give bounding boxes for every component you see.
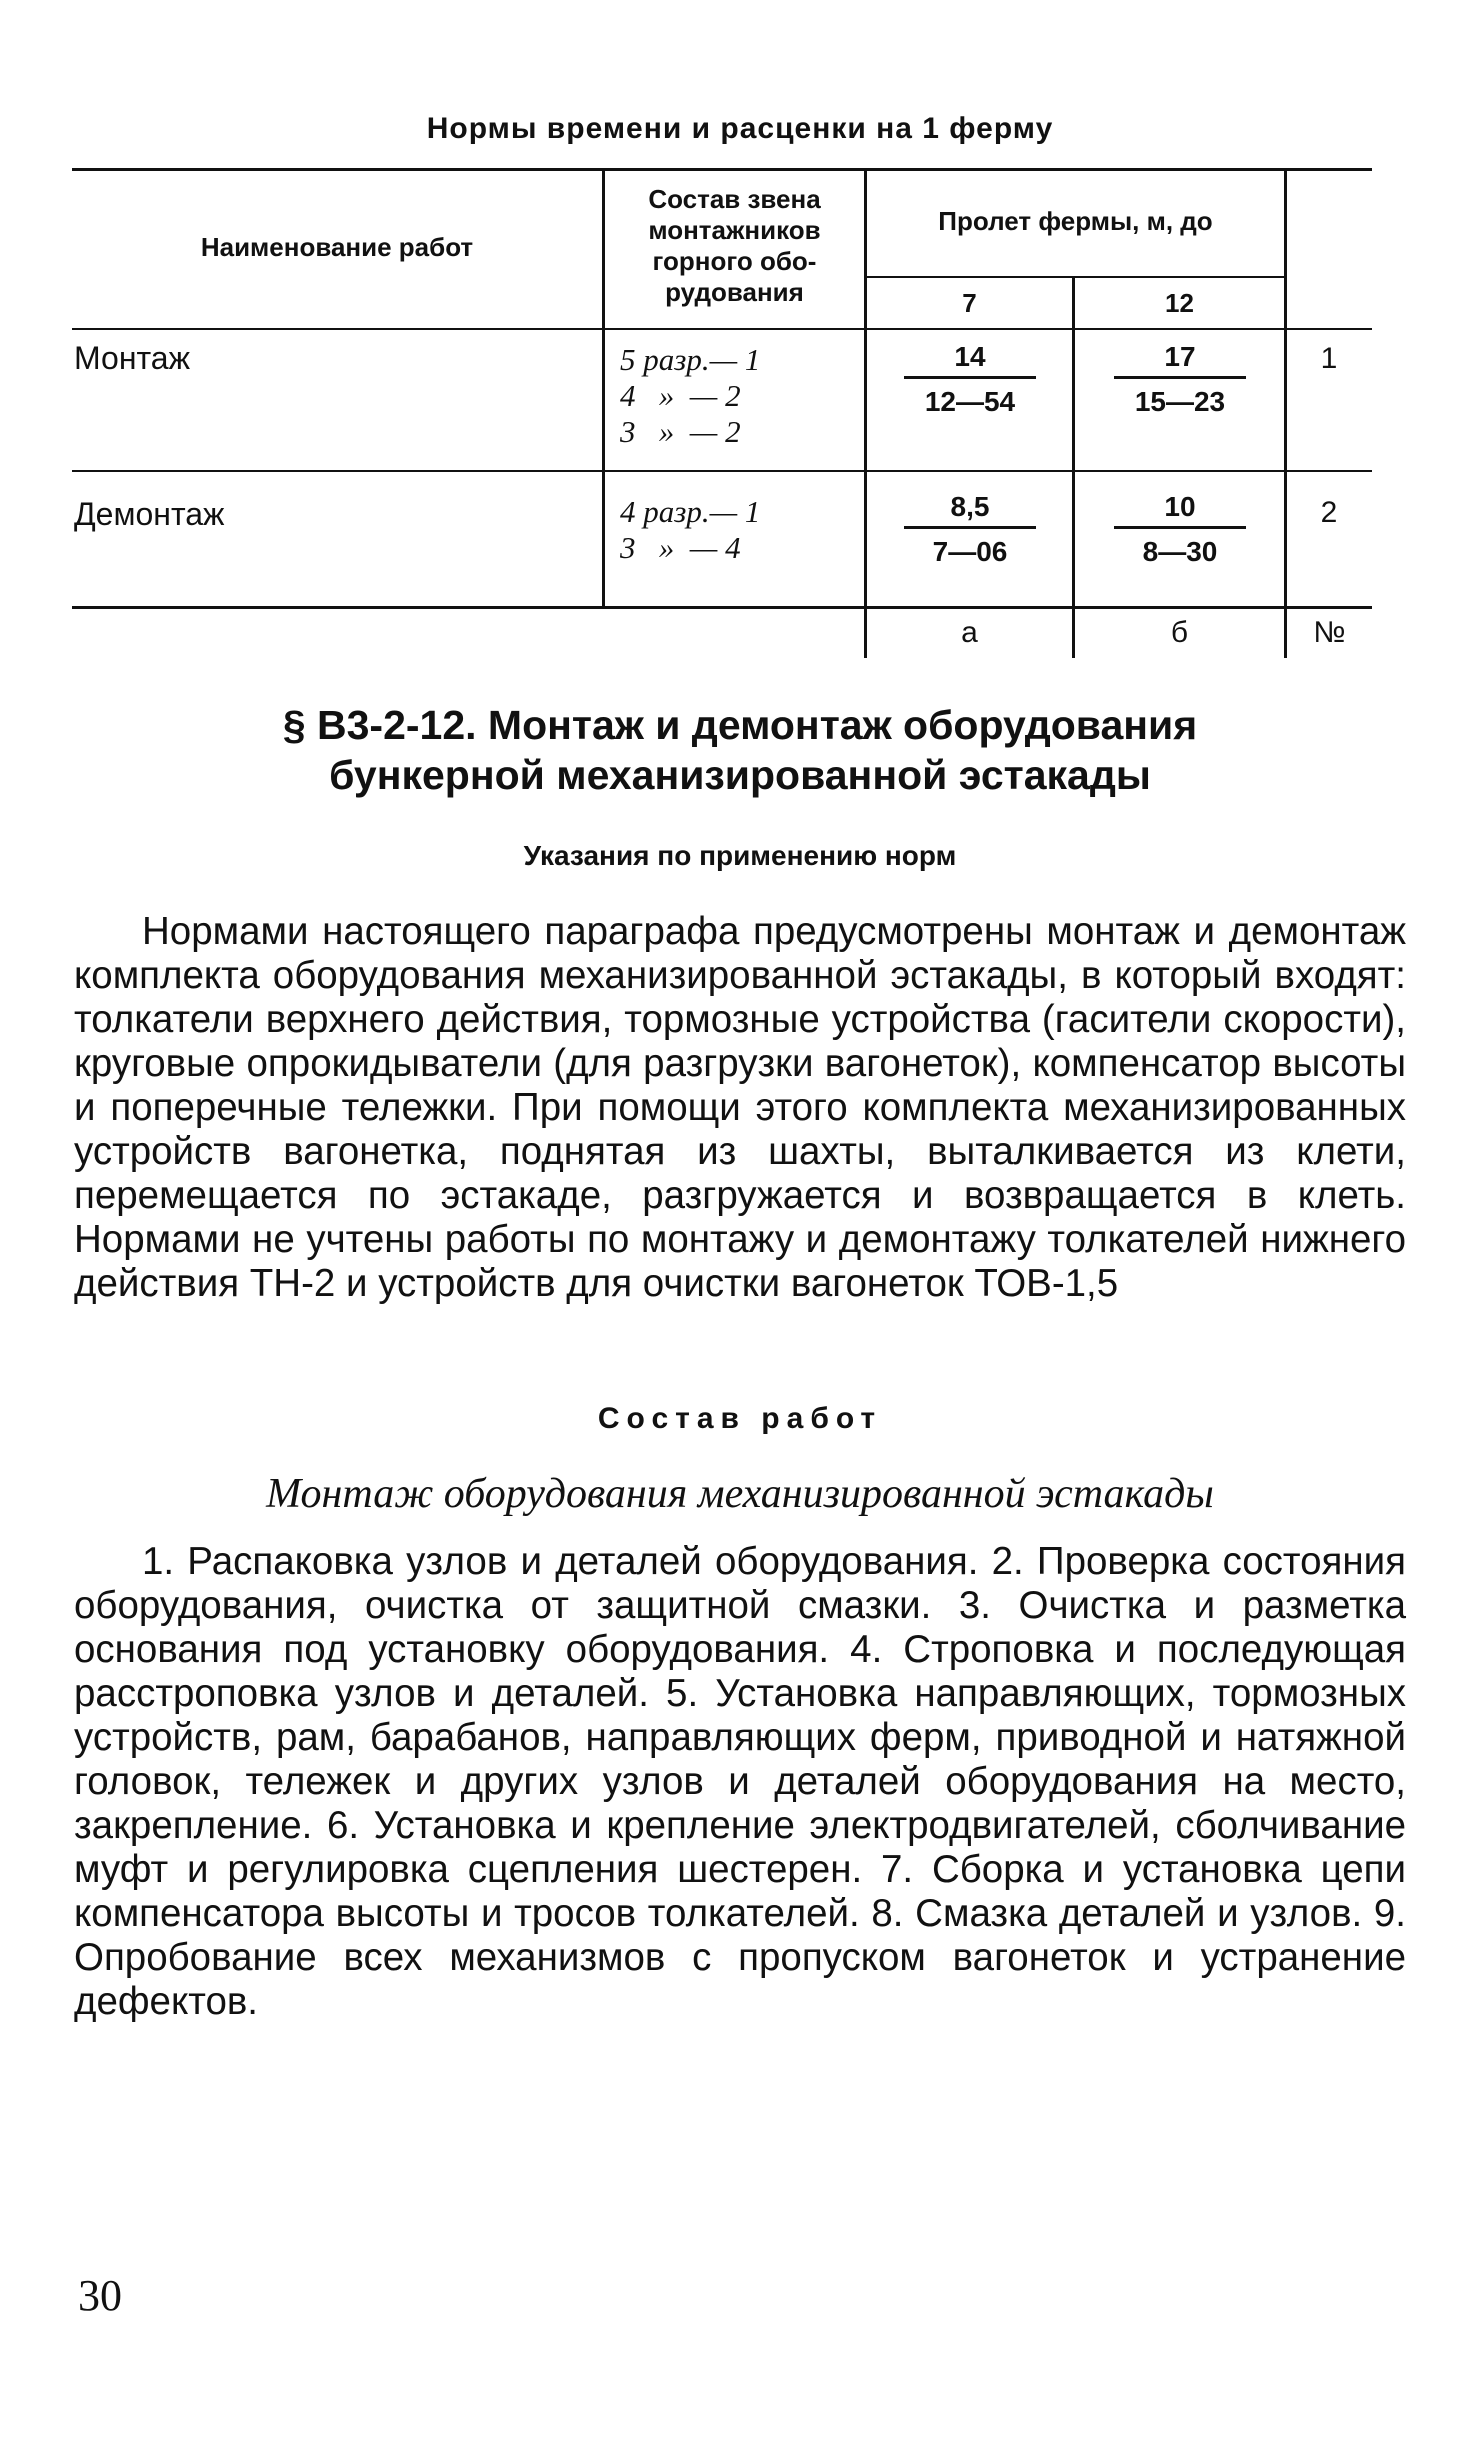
page-number: 30	[78, 2271, 122, 2320]
header-crew-line-2: монтажников	[648, 215, 821, 245]
fraction-bar	[904, 376, 1036, 379]
section-title	[0, 700, 1480, 800]
column-code-number: №	[1313, 616, 1346, 649]
work-subheading: Монтаж оборудования механизированной эстакады	[266, 1471, 1214, 1517]
row-label-dismount: Демонтаж	[74, 496, 225, 532]
header-bottom-rule	[72, 328, 1372, 330]
row-mount-span-7-time: 14	[954, 341, 986, 372]
header-work-name: Наименование работ	[200, 232, 474, 262]
table-bottom-rule	[72, 606, 1372, 609]
row-crew-mount: 5 разр.— 1 4 » — 2 3 » — 2	[620, 342, 761, 449]
guidelines-heading: Указания по применению норм	[523, 840, 957, 871]
header-span-7: 7	[962, 288, 977, 318]
norms-table	[72, 168, 1372, 658]
section-title-line-2: бункерной механизированной эстакады	[329, 752, 1151, 798]
section-title-line-1: § В3-2-12. Монтаж и демонтаж оборудования	[282, 702, 1198, 748]
fraction-bar	[1114, 526, 1246, 529]
header-span-12: 12	[1165, 288, 1194, 318]
work-composition-heading: Состав работ	[597, 1402, 883, 1435]
table-top-rule	[72, 168, 1372, 171]
row-mount-span-12-rate: 15—23	[1134, 386, 1226, 417]
header-crew	[605, 184, 864, 308]
row-separator-rule	[72, 470, 1372, 472]
header-crew-line-3: горного обо-	[652, 246, 817, 276]
row-dismount-span-12-time: 10	[1164, 491, 1196, 522]
fraction-bar	[904, 526, 1036, 529]
row-dismount-span-12-value	[1110, 490, 1250, 569]
fraction-bar	[1114, 376, 1246, 379]
row-mount-span-12-time: 17	[1164, 341, 1196, 372]
row-mount-span-12-value	[1110, 340, 1250, 419]
row-dismount-span-7-rate: 7—06	[932, 536, 1008, 567]
row-dismount-span-12-rate: 8—30	[1142, 536, 1218, 567]
col-divider-2	[864, 168, 867, 658]
row-number-1: 1	[1320, 342, 1338, 375]
row-mount-span-7-rate: 12—54	[924, 386, 1016, 417]
header-crew-line-1: Состав звена	[648, 184, 821, 214]
header-crew-line-4: рудования	[665, 277, 804, 307]
header-span: Пролет фермы, м, до	[938, 206, 1213, 236]
column-code-b: б	[1170, 616, 1189, 649]
row-label-mount: Монтаж	[74, 340, 190, 376]
row-crew-dismount: 4 разр.— 1 3 » — 4	[620, 494, 761, 565]
guidelines-paragraph: Нормами настоящего параграфа предусмотрены монтаж и демонтаж комплекта оборудования механизированной эстакады, в который входят: толкатели верхнего действия, тормозные устройства (гасители скорости), круговые опрокидыватели (для разгрузки вагонеток), компенсатор высоты и поперечные тележки. При помощи этого комплекта механизированных устройств вагонетка, поднятая из шахты, выталкивается из клети, перемещается по эстакаде, разгружается и возвращается в клеть. Нормами не учтены работы по монтажу и демонтажу толкателей нижнего действия ТН-2 и устройств для очистки вагонеток ТОВ-1,5	[74, 910, 1406, 1305]
col-divider-4	[1284, 168, 1287, 658]
row-dismount-span-7-value	[900, 490, 1040, 569]
row-number-2: 2	[1320, 496, 1338, 529]
col-divider-3	[1072, 276, 1075, 658]
row-dismount-span-7-time: 8,5	[950, 491, 990, 522]
row-mount-span-7-value	[900, 340, 1040, 419]
column-code-a: а	[961, 616, 978, 649]
table-title: Нормы времени и расценки на 1 ферму	[426, 112, 1054, 145]
work-paragraph: 1. Распаковка узлов и деталей оборудования. 2. Проверка состояния оборудования, очистка от защитной смазки. 3. Очистка и разметка основания под установку оборудования. 4. Строповка и последующая расстроповка узлов и деталей. 5. Установка направляющих, тормозных устройств, рам, барабанов, направляющих ферм, приводной и натяжной головок, тележек и других узлов и деталей оборудования на место, закрепление. 6. Установка и крепление электродвигателей, сболчивание муфт и регулировка сцепления шестерен. 7. Сборка и установка цепи компенсатора высоты и тросов толкателей. 8. Смазка деталей и узлов. 9. Опробование всех механизмов с пропуском вагонеток и устранение дефектов.	[74, 1540, 1406, 2023]
